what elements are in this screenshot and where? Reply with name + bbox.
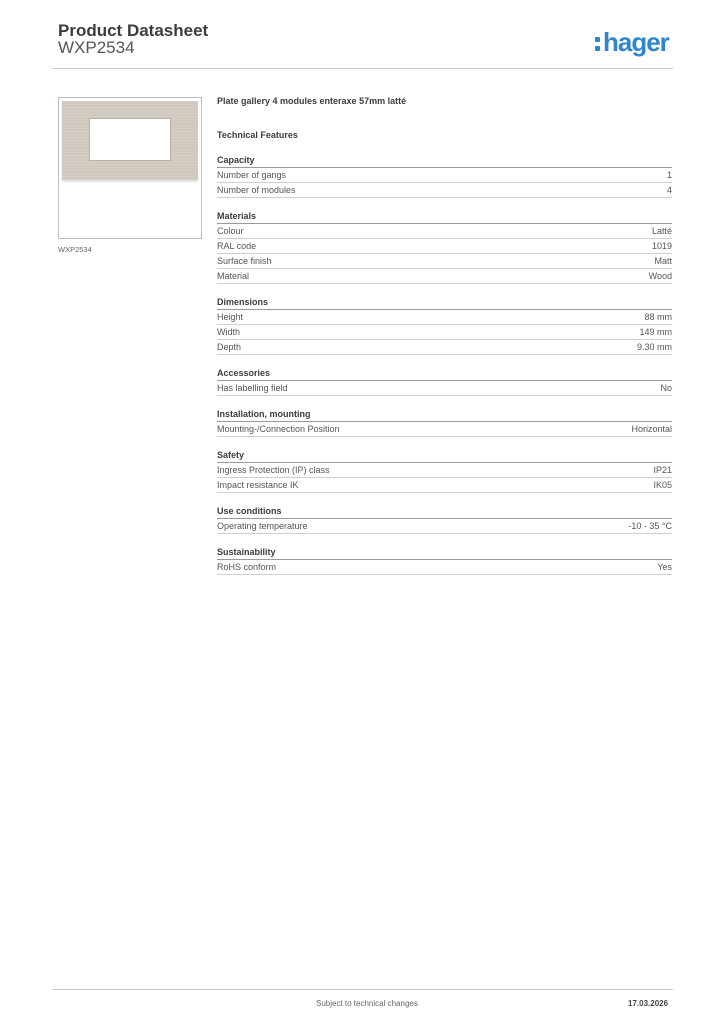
feature-value: 4 — [666, 185, 672, 195]
feature-label: Number of gangs — [217, 170, 287, 180]
feature-value: -10 - 35 °C — [628, 521, 672, 531]
feature-value: Yes — [657, 562, 672, 572]
feature-section — [217, 153, 672, 198]
section-title: Installation, mounting — [217, 407, 672, 422]
section-title: Accessories — [217, 366, 672, 381]
feature-value: Latté — [651, 226, 672, 236]
feature-row — [217, 463, 672, 478]
feature-label: Surface finish — [217, 256, 272, 266]
feature-section — [217, 366, 672, 396]
feature-value: IP21 — [653, 465, 672, 475]
feature-row — [217, 478, 672, 493]
product-image — [58, 97, 202, 239]
feature-row — [217, 560, 672, 575]
section-title: Sustainability — [217, 545, 672, 560]
feature-row — [217, 254, 672, 269]
section-title: Capacity — [217, 153, 672, 168]
feature-section — [217, 295, 672, 355]
section-title: Safety — [217, 448, 672, 463]
feature-section — [217, 545, 672, 575]
product-name: Plate gallery 4 modules enteraxe 57mm latté — [217, 96, 407, 106]
feature-value: Matt — [654, 256, 672, 266]
feature-row — [217, 381, 672, 396]
section-title: Dimensions — [217, 295, 672, 310]
feature-value: 1 — [666, 170, 672, 180]
footer-date: 17.03.2026 — [628, 999, 669, 1008]
feature-label: Ingress Protection (IP) class — [217, 465, 330, 475]
plate-opening — [89, 118, 171, 161]
feature-section — [217, 504, 672, 534]
feature-label: RAL code — [217, 241, 257, 251]
footer-divider — [52, 989, 673, 990]
feature-label: Colour — [217, 226, 244, 236]
feature-section — [217, 209, 672, 284]
feature-value: Horizontal — [631, 424, 672, 434]
image-caption: WXP2534 — [58, 245, 92, 254]
header-divider — [52, 68, 673, 69]
feature-row — [217, 168, 672, 183]
feature-label: Depth — [217, 342, 242, 352]
logo-dots-icon — [594, 35, 601, 52]
feature-row — [217, 310, 672, 325]
feature-label: Width — [217, 327, 241, 337]
feature-label: Has labelling field — [217, 383, 288, 393]
feature-section — [217, 407, 672, 437]
feature-label: Operating temperature — [217, 521, 308, 531]
feature-label: Number of modules — [217, 185, 296, 195]
feature-row — [217, 183, 672, 198]
feature-row — [217, 325, 672, 340]
feature-label: Mounting-/Connection Position — [217, 424, 340, 434]
section-title: Use conditions — [217, 504, 672, 519]
feature-row — [217, 269, 672, 284]
feature-value: 149 mm — [639, 327, 672, 337]
product-code: WXP2534 — [58, 38, 135, 57]
feature-label: RoHS conform — [217, 562, 277, 572]
technical-features-title: Technical Features — [217, 130, 298, 140]
feature-value: 1019 — [651, 241, 672, 251]
feature-section — [217, 448, 672, 493]
technical-content — [217, 94, 672, 575]
feature-row — [217, 340, 672, 355]
feature-value: 88 mm — [644, 312, 672, 322]
feature-value: Wood — [648, 271, 672, 281]
feature-row — [217, 519, 672, 534]
feature-row — [217, 224, 672, 239]
feature-value: No — [660, 383, 672, 393]
footer-note: Subject to technical changes — [316, 999, 418, 1008]
feature-label: Impact resistance IK — [217, 480, 299, 490]
page-title: Product Datasheet — [58, 21, 209, 40]
hager-logo — [594, 27, 669, 57]
feature-value: 9.30 mm — [636, 342, 672, 352]
feature-row — [217, 239, 672, 254]
logo-text: hager — [603, 27, 669, 57]
feature-row — [217, 422, 672, 437]
feature-label: Height — [217, 312, 244, 322]
cover-plate-image — [62, 101, 198, 180]
feature-sections — [217, 153, 672, 575]
feature-label: Material — [217, 271, 250, 281]
feature-value: IK05 — [653, 480, 672, 490]
section-title: Materials — [217, 209, 672, 224]
